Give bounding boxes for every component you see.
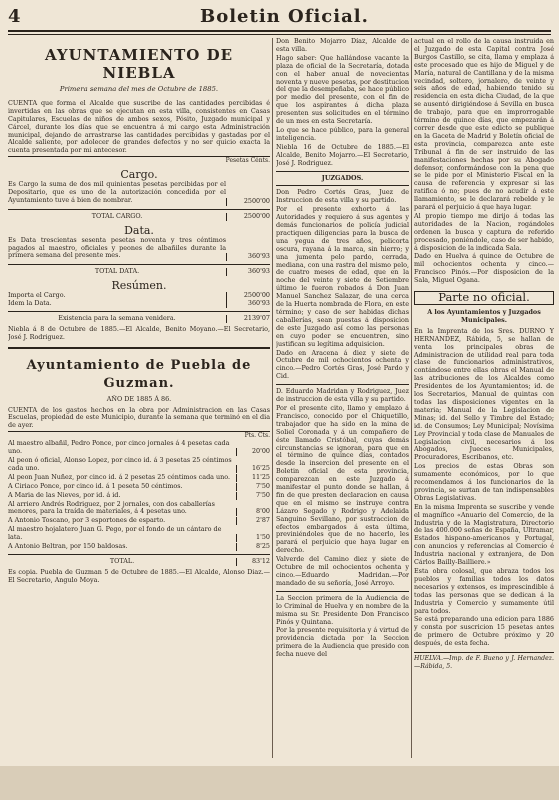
column-divider xyxy=(411,38,412,758)
data-amount: 360'93 xyxy=(226,253,270,261)
column-left xyxy=(8,38,270,758)
notice-paragraph: La Seccion primera de la Audiencia de lo Criminal de Huelva y en nombre de la misma su Sr. Presidente Don Francisco Pinós y Quintana. xyxy=(276,593,409,626)
header-rule-thin xyxy=(8,34,551,35)
notice-paragraph: Esta obra colosal, que abraza todos los pueblos y familias todos los datos necesarios y extensos, es imprescindible á todas las personas que se dedican á la Industria y Comercio y sumamente útil para todos. xyxy=(414,567,554,615)
item-label: Al maestro hojalatero Juan G. Pego, por el fondo de un cántaro de lata. xyxy=(8,525,222,542)
notice-paragraph: Por el presente cito, llamo y emplazo á Francisco, conocido por el Chiquetillo, trabajador que ha sido en la mina de Soliel Coronada y á un compañero de éste llamado Cristóbal, cuyas demás circunstancias se ignoran, para que en el término de quince días, contados desde la insercion del presente en el Boletin oficial de esta provincia, comparezcan en este Juzgado á manifestar el punto donde se hallan, á fin de que presten declaracion en causa que en el mismo se instruye contra Lázaro Segado y Rodrigo y Adelaida Sanguino Sevillano, por sustraccion de efectos embargados á esta última, previniéndoles que de no hacerlo, les parará el perjuicio que haya lugar en derecho. xyxy=(276,403,409,555)
resumen-row xyxy=(8,300,270,308)
notice-paragraph: Por el presente exhorto á las Autoridades y requiero á sus agentes y demás funcionarios de policía judicial practiquen diligencias para la busca de una yegua de tres años, pelicorta oscura, rayana á la marca, sin hierro; y una jumenta pelo pardo, cerrada, mediana, con una rastra del mismo pelo, de cuatro meses de edad, que en la noche del veinte y siete de Setiembre último le fueron robados á Don Juan Manuel Sanchez Salazar, de una cerca de la Huerta nombrada de Flora, en este término; y caso de ser habidas dichas caballerías, sean puestas á disposicion de este Juzgado así como las personas en cuyo poder se encuentren, sino justifican su legítima adquisicion. xyxy=(276,205,409,348)
guzman-signature: Es copia. Puebla de Guzman 5 de Octubre de 1885.—El Alcalde, Alonso Diaz.—El Secretario, Angulo Moya. xyxy=(8,567,270,584)
notice-paragraph: Don Pedro Cortés Gras, Juez de Instruccion de esta villa y su partido. xyxy=(276,188,409,205)
guzman-item xyxy=(8,457,270,473)
notice-paragraph: En la misma Imprenta se suscribe y vende el magnífico «Anuario del Comercio, de la Industria y de la Magistratura, Directorio de las 400.000 señas de España, Ultramar, Estados hispano-americanos y Portugal, con anuncios y referencias al Comercio é Industria nacional y extranjera, de Don Cárlos Bailly-Bailliere.» xyxy=(414,502,554,567)
niebla-subtitle: Primera semana del mes de Octubre de 1885. xyxy=(59,85,219,93)
notice-paragraph: D. Eduardo Madridan y Rodriguez, Juez de instruccion de esta villa y su partido. xyxy=(276,387,409,404)
niebla-title: AYUNTAMIENTO DE NIEBLA xyxy=(44,46,234,82)
printer-imprint: HUELVA.—Imp. de F. Bueno y J. Hernandez.—Rábida, 5. xyxy=(414,652,554,671)
existencia-amount: 2139'07 xyxy=(226,315,270,323)
item-label: A Maria de las Nieves, por id. á id. xyxy=(8,490,121,499)
niebla-account xyxy=(8,156,270,323)
item-amount: 8'25 xyxy=(236,543,270,551)
item-label: Al arriero Andrés Rodriguez, por 2 jornales, con dos caballerías menores, para la traída de materiales, á 4 pesetas uno. xyxy=(8,499,215,516)
item-amount: 7'50 xyxy=(236,492,270,500)
notice-paragraph: Valverde del Camino diez y siete de Octubre de mil ochocientos ochenta y cinco.—Eduardo Madridan.—Por mandado de su señoría, José Arroyo. xyxy=(276,555,409,587)
page-number: 4 xyxy=(8,6,21,27)
resumen-amount: 2500'00 xyxy=(226,292,270,300)
item-amount: 7'50 xyxy=(236,483,270,491)
item-amount: 2'87 xyxy=(236,517,270,525)
cargo-text: Es Cargo la suma de dos mil quinientas pesetas percibidas por el Depositario, que es uno de la autorización concedida por el Ayuntamiento tuve á bien de nombrar. xyxy=(8,180,226,204)
item-amount: 1'50 xyxy=(236,534,270,542)
column-middle xyxy=(276,38,409,758)
item-amount: 11'25 xyxy=(236,474,270,482)
guzman-item xyxy=(8,440,270,456)
item-amount: 8'00 xyxy=(236,508,270,516)
notice-paragraph: Hago saber: Que hallándose vacante la plaza de oficial de la Secretaría, dotada con el haber anual de novecientas noventa y nueve pesetas, por destitucion del que la desempeñaba, se hace público por medio del presente, con el fin de que los aspirantes á dicha plaza presenten sus solicitudes en el término de un mes en esta Secretaría. xyxy=(276,53,409,126)
item-label: Al maestro albañil, Pedro Ponce, por cinco jornales á 4 pesetas cada uno. xyxy=(8,439,230,456)
notice-paragraph: Se está preparando una edicion para 1886 y consta por suscricion 15 pesetas antes de primero de Octubre próximo y 20 después, de esta fecha. xyxy=(414,615,554,648)
notice-paragraph: Niebla 16 de Octubre de 1885.—El Alcalde, Benito Mojarro.—El Secretario, José J. Rodriguez. xyxy=(276,142,409,167)
item-label: A Antonio Beltran, por 150 baldosas. xyxy=(8,542,128,551)
data-text: Es Data trescientas sesenta pesetas noventa y tres céntimos pagados al maestro, oficiales y peones de albañiles durante la primera semana del presente mes. xyxy=(8,235,226,260)
guzman-year: AÑO DE 1885 Á 86. xyxy=(106,394,172,403)
item-label: A Ciriaco Ponce, por cinco id. á 1 peseta 50 céntimos. xyxy=(8,481,183,490)
niebla-column-header: Pesetas Cénts. xyxy=(225,157,270,165)
notice-paragraph: Los precios de estas Obras son sumamente económicos, por lo que recomendamos á los funcionarios de la provincia, se surtan de tan indispensables Obras Legislativas. xyxy=(414,462,554,502)
page-bottom-edge xyxy=(0,766,559,800)
column-right xyxy=(414,38,554,758)
item-amount: 16'25 xyxy=(236,465,270,473)
parte-no-oficial-heading: Parte no oficial. xyxy=(414,291,554,305)
masthead-title: Boletin Oficial. xyxy=(200,6,369,27)
item-label: Al peon Juan Nuñez, por cinco id. á 2 pesetas 25 céntimos cada uno. xyxy=(8,472,230,481)
notice-paragraph: Dado en Aracena á diez y siete de Octubre de mil ochocientos ochenta y cinco.—Pedro Cortés Gras, José Pardo y Cid. xyxy=(276,348,409,381)
notice-paragraph: Don Benito Mojarro Díaz, Alcalde de esta villa. xyxy=(276,38,409,53)
notice-paragraph: Lo que se hace público, para la general inteligencia. xyxy=(276,125,409,142)
resumen-amount: 360'93 xyxy=(226,300,270,308)
guzman-column-header: Pts. Cts. xyxy=(244,432,270,440)
guzman-item xyxy=(8,474,270,482)
niebla-intro: CUENTA que forma el Alcalde que suscribe de las cantidades percibidas é invertidas en las obras que se ejecutan en esta villa, consistentes en Casas Capitulares, Escuelas de niños de ambos sexos, Pósito, Juzgado municipal y Cárcel, durante los días que se encuentra á mi cargo esta Administración municipal, dejando de arrastrarse las cantidades percibidas y gastadas por el Alcalde saliente, por adolecer de grandes defectos y no ser quicio exacta la cuenta presentada por mi antecesor. xyxy=(8,98,270,155)
notice-paragraph: Por la presente requisitoria y á virtud de providencia dictada por la Seccion primera de la Audiencia que presido con fecha nueve del xyxy=(276,626,409,659)
resumen-label: Importa el Cargo. xyxy=(8,291,66,300)
cargo-amount: 2500'00 xyxy=(226,198,270,206)
notice-paragraph: Al propio tiempo me dirijo á todas las autoridades de la Nacion, rogándoles ordenen la busca y captura de referido procesado, poniéndole, caso de ser habido, á disposicion de la indicada Sala. xyxy=(414,211,554,252)
resumen-heading: Resúmen. xyxy=(111,279,167,293)
cargo-heading: Cargo. xyxy=(120,168,158,182)
header-rule xyxy=(8,30,551,32)
guzman-total: 83'12 xyxy=(236,558,270,566)
item-amount: 20'00 xyxy=(236,448,270,456)
existencia-label: Existencia para la semana venidera. xyxy=(58,313,176,322)
guzman-item xyxy=(8,517,270,525)
juzgados-heading: JUZGADOS. xyxy=(321,173,364,182)
cargo-total-row xyxy=(8,213,270,221)
data-row xyxy=(8,237,270,262)
guzman-account xyxy=(8,431,270,566)
guzman-title: Ayuntamiento de Puebla de Guzman. xyxy=(26,357,252,391)
guzman-item xyxy=(8,483,270,491)
guzman-item xyxy=(8,492,270,500)
guzman-total-label: TOTAL. xyxy=(109,556,135,565)
niebla-signature: Niebla á 8 de Octubre de 1885.—El Alcalde, Benito Moyano.—El Secretario, José J. Rodriguez. xyxy=(8,324,270,341)
ayuntamientos-heading: A los Ayuntamientos y Juzgados Municipales. xyxy=(427,308,541,324)
existencia-row xyxy=(8,315,270,323)
cargo-total: 2500'00 xyxy=(226,213,270,221)
notice-paragraph: actual en el rollo de la causa instruida en el Juzgado de esta Capital contra José Burgos Castillo, se cita, llama y emplaza á este procesado que es hijo de Miguel y de María, natural de Cantillana y de la misma vecindad, soltero, jornalero, de veinte y seis años de edad, habiendo tenido su residencia en esta dicha Ciudad, de la que se ausentó dirigiéndose á Sevilla en busca de trabajo, para que en improrrogable término de quince días, que empezarán á correr desde que este edicto se publique en la Gaceta de Madrid y Boletín oficial de esta provincia, comparezca ante este Tribunal á fin de ser instruido de las manifestaciones hechas por su Abogado defensor, conformándose con la pena que se le pide por el Ministerio Fiscal en la causa de referencia y expresar si las ratifica ó no; pues de no acudir á este llamamiento, se le declarará rebelde y le parará el perjuicio á que haya lugar. xyxy=(414,38,554,212)
notice-paragraph: Dado en Huelva á quince de Octubre de mil ochocientos ochenta y cinco.—Francisco Pinós.—Por disposicion de la Sala, Miguel Ogana. xyxy=(414,252,554,285)
item-label: Al peon ó oficial, Alonso Lopez, por cinco id. á 3 pesetas 25 céntimos cada uno. xyxy=(8,456,232,472)
resumen-label: Idem la Data. xyxy=(8,299,52,308)
data-total-label: TOTAL DATA. xyxy=(94,267,140,276)
guzman-intro: CUENTA de los gastos hechos en la obra por Administracion en las Casas Escuelas, propiedad de este Municipio, durante la semana que terminó en el dia de ayer. xyxy=(8,405,270,430)
data-total: 360'93 xyxy=(226,268,270,276)
item-label: A Antonio Toscano, por 3 esportones de esparto. xyxy=(8,516,166,525)
notice-paragraph: En la Imprenta de los Sres. DURNO Y HERNANDEZ, Rábida, 5, se hallan de venta los principales obras de Administracion de utilidad real para toda clase de funcionarios administrativos, contándose entre ellas obras el Manual de las atribuciones de los Alcaldes como Presidentes de los Ayuntamientos; id. de los Secretarios, Manual de quintas con todas las disposiciones vigentes en la materia; Manual de la Legislacion de Minas; id. del Sello y Timbre del Estado; id. de Consumos; Ley Municipal; Novísima Ley Provincial y toda clase de Manuales de Legislacion civil, necesarios á los Abogados, Jueces Municipales, Procuradores, Escribanos, etc. xyxy=(414,326,554,462)
column-divider xyxy=(272,38,273,758)
cargo-total-label: TOTAL CARGO. xyxy=(91,211,143,220)
guzman-item xyxy=(8,501,270,517)
guzman-item xyxy=(8,543,270,551)
cargo-row xyxy=(8,181,270,206)
guzman-total-row xyxy=(8,558,270,566)
data-heading: Data. xyxy=(124,223,154,237)
guzman-item xyxy=(8,526,270,542)
data-total-row xyxy=(8,268,270,276)
